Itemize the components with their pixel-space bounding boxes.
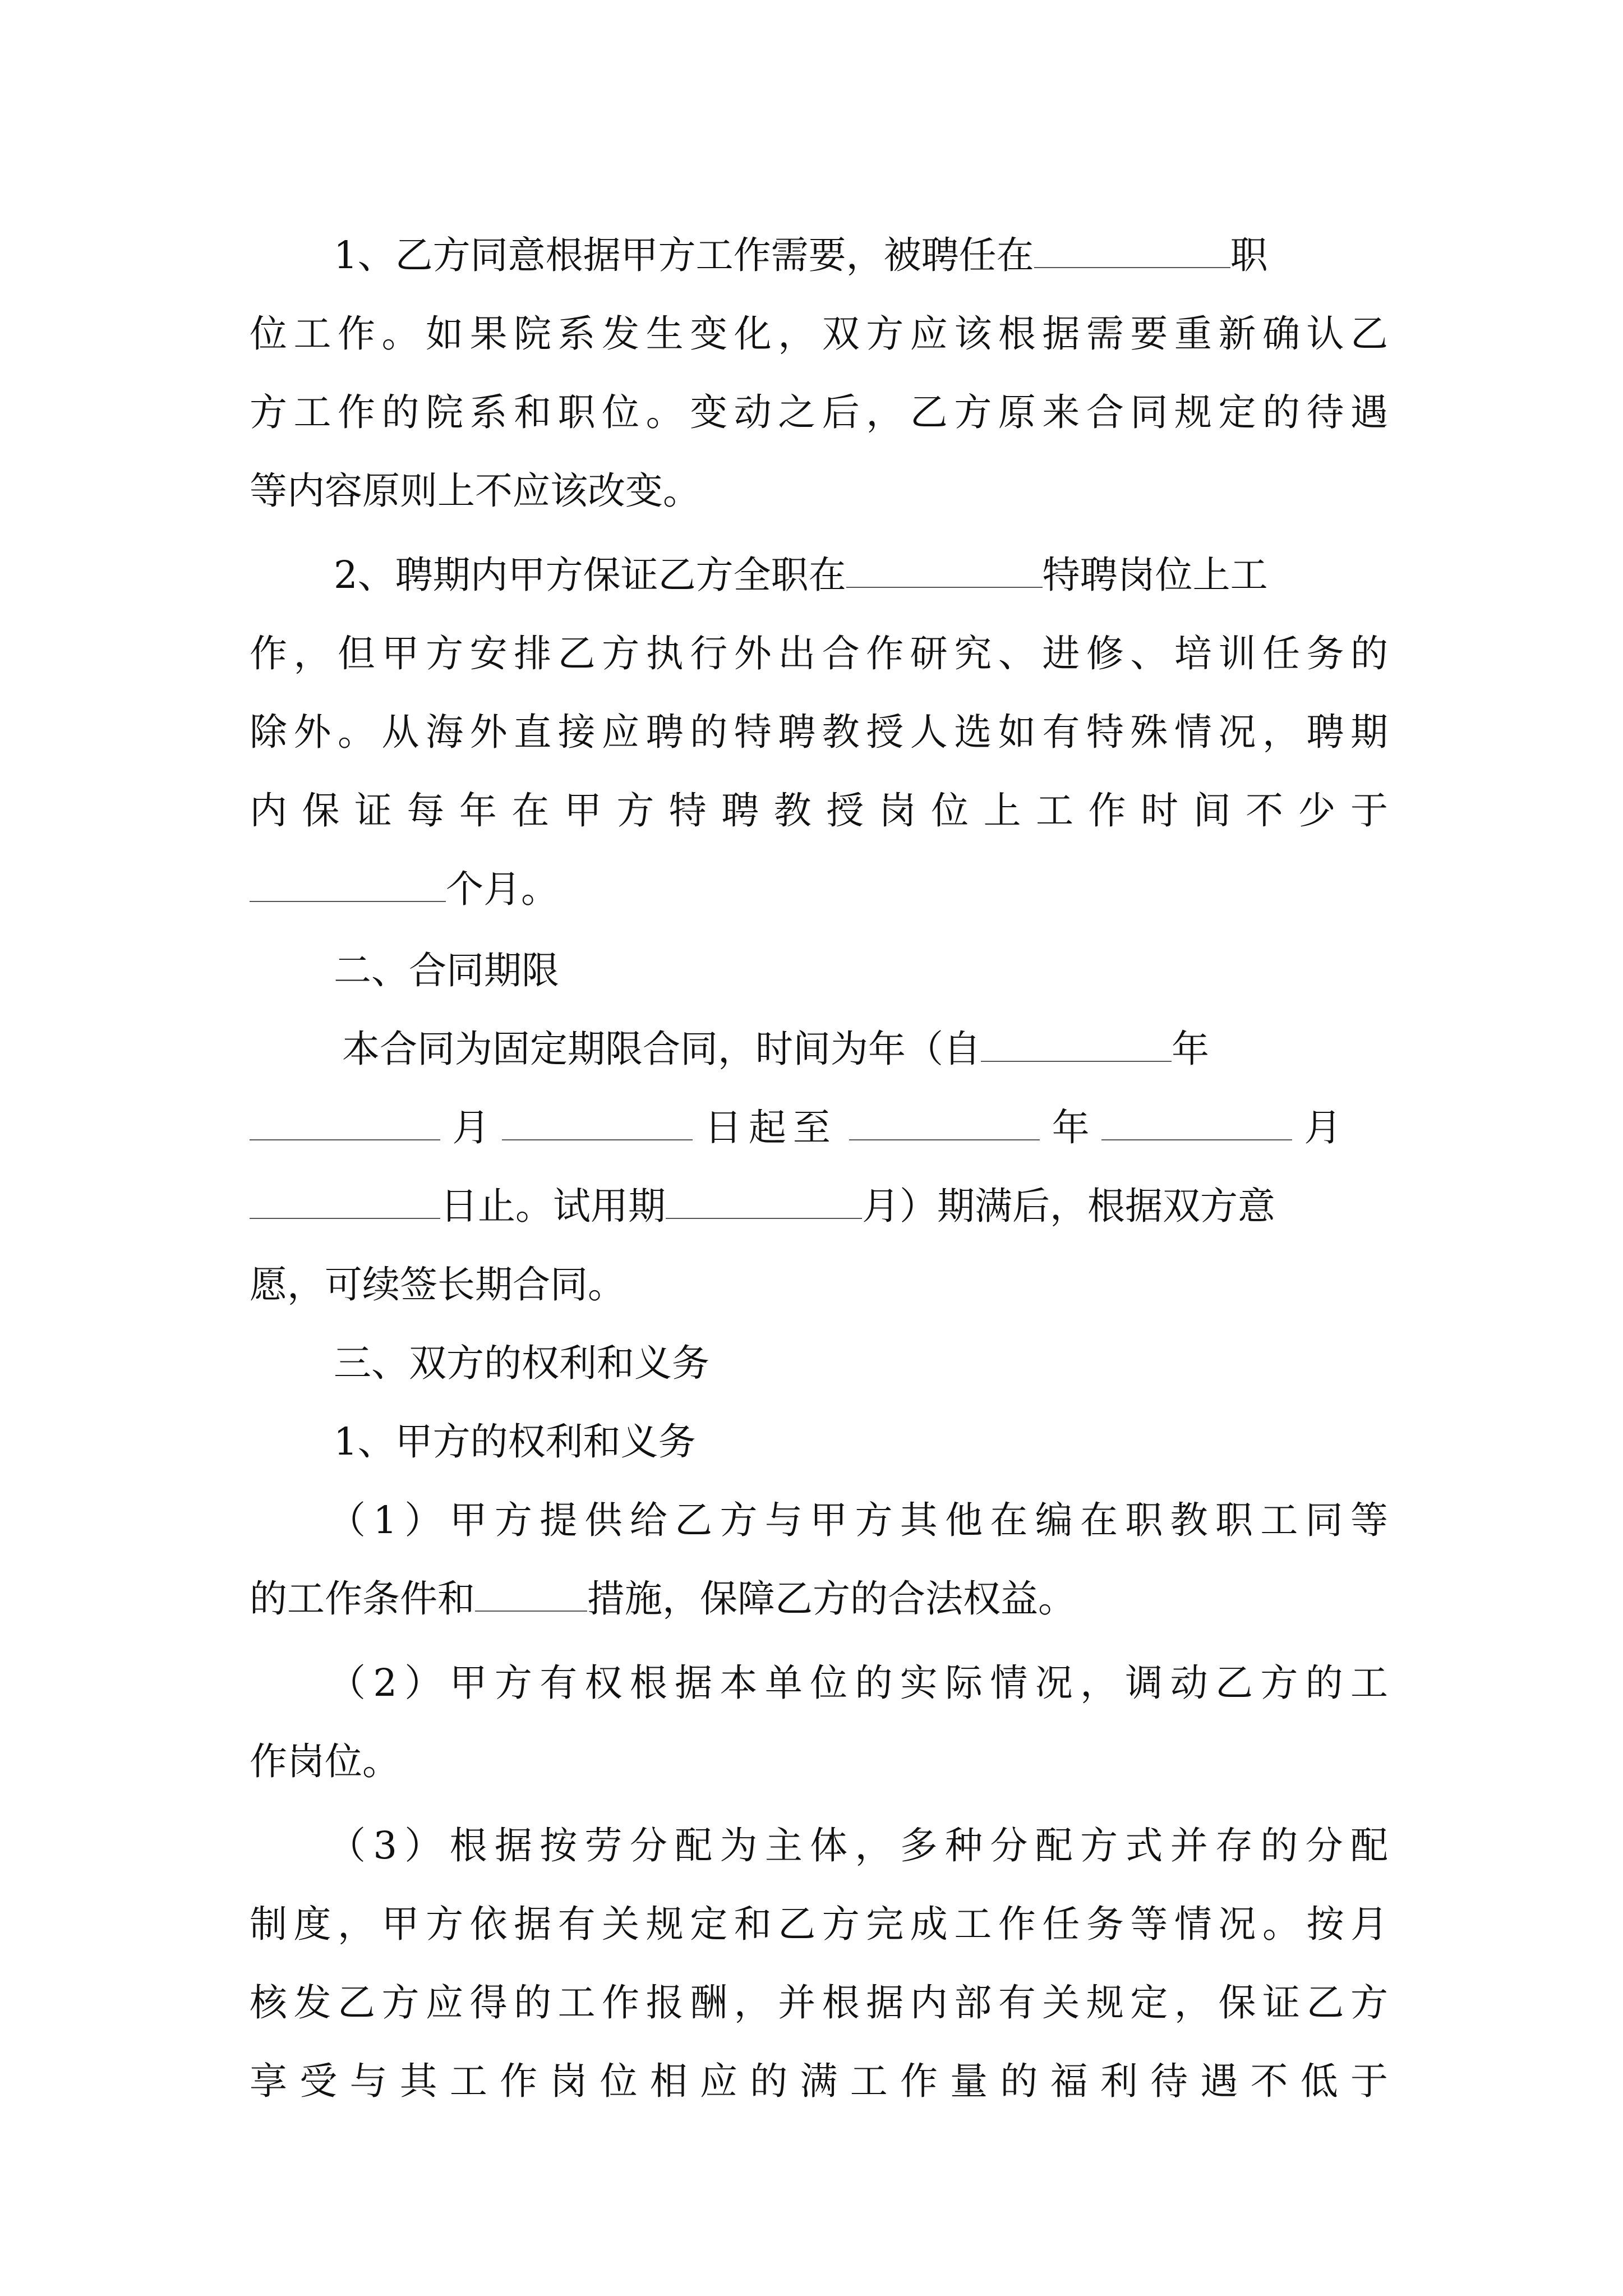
section-heading: 二、合同期限 — [334, 949, 559, 992]
text-line — [250, 216, 1388, 295]
text-segment: 月 — [452, 1106, 490, 1149]
fill-in-blank — [846, 550, 1043, 588]
text-segment: 月 — [1304, 1106, 1342, 1149]
text-line: 内保证每年在甲方特聘教授岗位上工作时间不少于 — [250, 789, 1388, 832]
fill-in-blank — [666, 1181, 862, 1219]
text-segment: 2、聘期内甲方保证乙方全职在 — [334, 553, 846, 597]
text-line: 等内容原则上不应该改变。 — [250, 469, 700, 513]
text-line: 除外。从海外直接应聘的特聘教授人选如有特殊情况，聘期 — [250, 710, 1388, 754]
text-line — [250, 1010, 1388, 1088]
text-line: 享受与其工作岗位相应的满工作量的福利待遇不低于 — [250, 2059, 1388, 2103]
text-segment: 本合同为固定期限合同，时间为年（自 — [342, 1027, 981, 1071]
section-heading: 三、双方的权利和义务 — [334, 1341, 709, 1385]
text-segment: 的工作条件和 — [250, 1577, 475, 1621]
text-line: 制度，甲方依据有关规定和乙方完成工作任务等情况。按月 — [250, 1902, 1388, 1946]
text-line: 核发乙方应得的工作报酬，并根据内部有关规定，保证乙方 — [250, 1981, 1388, 2024]
text-line: （1）甲方提供给乙方与甲方其他在编在职教职工同等 — [328, 1498, 1388, 1542]
text-segment: 年 — [1052, 1106, 1090, 1149]
text-line — [250, 1559, 1388, 1638]
text-segment: 措施，保障乙方的合法权益。 — [587, 1577, 1076, 1621]
text-segment: 个月。 — [446, 867, 559, 911]
text-segment: 月）期满后，根据双方意 — [862, 1184, 1275, 1228]
text-line — [250, 1088, 1388, 1167]
fill-in-blank — [1101, 1102, 1292, 1140]
text-line: 方工作的院系和职位。变动之后，乙方原来合同规定的待遇 — [250, 390, 1388, 434]
text-line: （2）甲方有权根据本单位的实际情况，调动乙方的工 — [328, 1661, 1388, 1705]
text-line: 作，但甲方安排乙方执行外出合作研究、进修、培训任务的 — [250, 632, 1388, 675]
text-segment: 年 — [1172, 1027, 1209, 1071]
text-segment: 职 — [1230, 233, 1268, 277]
text-line — [250, 536, 1388, 614]
fill-in-blank — [250, 864, 446, 902]
fill-in-blank — [849, 1102, 1040, 1140]
text-line: （3）根据按劳分配为主体，多种分配方式并存的分配 — [328, 1824, 1388, 1867]
fill-in-blank — [250, 1181, 440, 1219]
text-line: 位工作。如果院系发生变化，双方应该根据需要重新确认乙 — [250, 312, 1388, 356]
subsection-heading: 1、甲方的权利和义务 — [334, 1420, 696, 1464]
fill-in-blank — [981, 1024, 1172, 1062]
fill-in-blank — [502, 1102, 693, 1140]
fill-in-blank — [1034, 230, 1230, 268]
text-segment: 1、乙方同意根据甲方工作需要，被聘任在 — [334, 233, 1034, 277]
fill-in-blank — [475, 1573, 587, 1612]
text-segment: 特聘岗位上工 — [1042, 553, 1268, 597]
text-segment: 日起至 — [704, 1106, 837, 1149]
text-segment: 日止。试用期 — [440, 1184, 666, 1228]
text-line — [250, 1167, 1388, 1245]
fill-in-blank — [250, 1102, 440, 1140]
text-line: 作岗位。 — [250, 1740, 400, 1783]
text-line — [250, 850, 1388, 928]
text-line: 愿，可续签长期合同。 — [250, 1263, 625, 1306]
